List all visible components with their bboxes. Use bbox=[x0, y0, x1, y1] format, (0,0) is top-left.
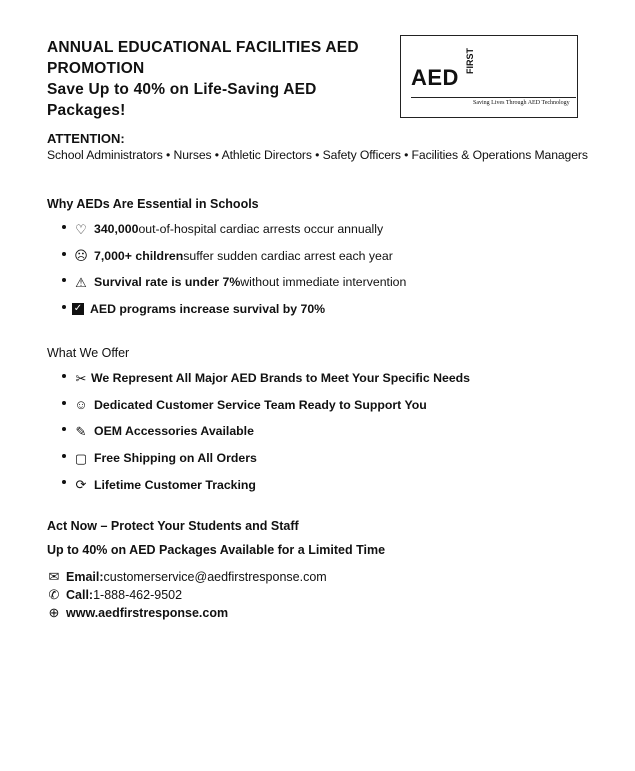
page-title bbox=[47, 37, 377, 121]
cta-line-2: Up to 40% on AED Packages Available for a Limited Time bbox=[47, 543, 386, 557]
subtitle-line-1: Save Up to 40% on Life-Saving AED bbox=[47, 81, 317, 98]
checkbox-icon: ✓ bbox=[73, 303, 83, 315]
phone-link[interactable]: 1-888-462-9502 bbox=[93, 588, 183, 602]
website-row bbox=[47, 605, 228, 621]
website-link[interactable]: www.aedfirstresponse.com bbox=[66, 606, 229, 620]
tracking-icon: ⟳ bbox=[75, 477, 87, 493]
support-icon: ☺ bbox=[74, 397, 88, 413]
list-item: ☺ Dedicated Customer Service Team Ready to Support You bbox=[62, 392, 602, 419]
email-link[interactable]: customerservice@aedfirstresponse.com bbox=[103, 570, 327, 584]
envelope-icon: ✉ bbox=[48, 569, 60, 584]
why-heading: Why AEDs Are Essential in Schools bbox=[47, 197, 259, 211]
title-line-2: PROMOTION bbox=[47, 60, 145, 77]
list-item: ☹ 7,000+ children suffer sudden cardiac arrest each year bbox=[62, 243, 602, 270]
aed-first-logo bbox=[400, 35, 578, 118]
package-icon: ▢ bbox=[74, 450, 88, 466]
tools-icon: ✂ bbox=[75, 370, 87, 386]
logo-first-text: FIRST bbox=[465, 48, 475, 74]
offer-list bbox=[62, 365, 602, 498]
subtitle-line-2: Packages! bbox=[47, 102, 126, 119]
list-item: ✂ We Represent All Major AED Brands to Meet Your Specific Needs bbox=[62, 365, 602, 392]
sad-face-icon: ☹ bbox=[74, 248, 88, 264]
cta-line-1: Act Now – Protect Your Students and Staff bbox=[47, 519, 299, 533]
title-line-1: ANNUAL EDUCATIONAL FACILITIES AED bbox=[47, 39, 359, 56]
list-item: ⟳ Lifetime Customer Tracking bbox=[62, 471, 602, 498]
list-item: ♡ 340,000 out-of-hospital cardiac arrests occur annually bbox=[62, 216, 602, 243]
logo-aed-text: AED bbox=[411, 65, 459, 90]
accessory-icon: ✎ bbox=[75, 423, 87, 439]
why-list bbox=[62, 216, 602, 322]
offer-heading: What We Offer bbox=[47, 346, 130, 360]
audience-list: School Administrators • Nurses • Athletic Directors • Safety Officers • Facilities & Operations Managers bbox=[47, 148, 588, 162]
attention-label: ATTENTION: bbox=[47, 131, 125, 146]
logo-divider bbox=[411, 97, 576, 98]
phone-icon: ✆ bbox=[48, 587, 60, 602]
list-item: ⚠ Survival rate is under 7% without immediate intervention bbox=[62, 269, 602, 296]
logo-tagline: Saving Lives Through AED Technology bbox=[473, 100, 570, 106]
phone-row: ✆ Call: 1-888-462-9502 bbox=[48, 587, 183, 602]
list-item: ▢ Free Shipping on All Orders bbox=[62, 445, 602, 472]
list-item: ✓ AED programs increase survival by 70% bbox=[62, 296, 602, 323]
globe-icon: ⊕ bbox=[48, 605, 60, 620]
list-item: ✎ OEM Accessories Available bbox=[62, 418, 602, 445]
heart-icon: ♡ bbox=[75, 221, 87, 237]
warning-icon: ⚠ bbox=[75, 274, 87, 290]
email-row: ✉ Email: customerservice@aedfirstresponse.com bbox=[48, 569, 327, 584]
